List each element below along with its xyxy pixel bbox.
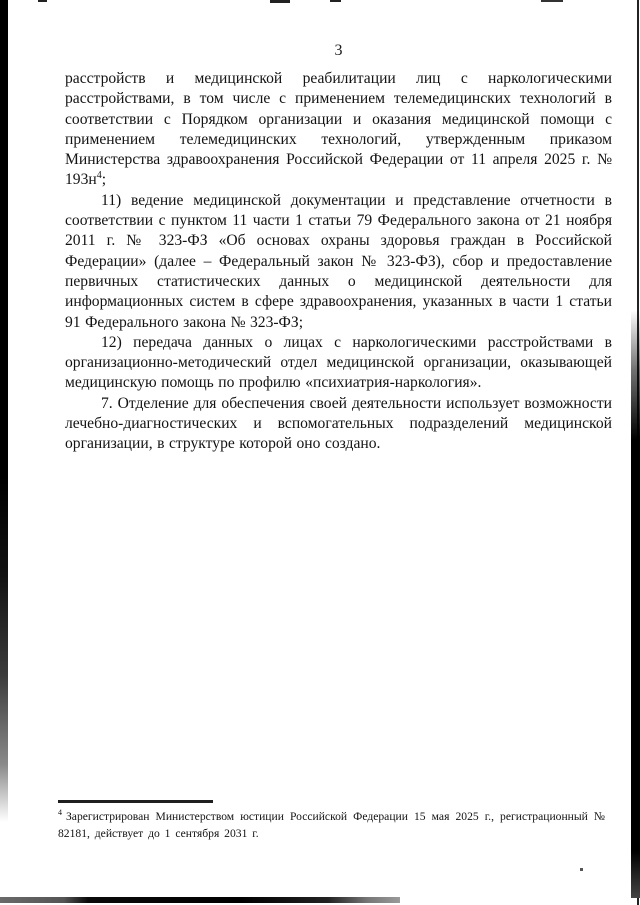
paragraph-clause-7: 7. Отделение для обеспечения своей деятельности использует возможности лечебно-диагностических и вспомогательных подразделений медицинской организации, в структуре которой оно создано.	[65, 394, 612, 453]
paragraph-continuation-text: расстройств и медицинской реабилитации лиц с наркологическими расстройствами, в том числе с применением телемедицинских технологий в соответствии с Порядком организации и оказания медицинской помощи с применением телемедицинских технологий, утвержденным приказом Министерства здравоохранения Российской Федерации от 11 апреля 2025 г. № 193н	[65, 70, 612, 189]
paragraph-item-11: 11) ведение медицинской документации и представление отчетности в соответствии с пунктом 11 части 1 статьи 79 Федерального закона от 21 ноября 2011 г. № 323-ФЗ «Об основах охраны здоровья граждан в Российской Федерации» (далее – Федеральный закон № 323-ФЗ), сбор и предоставление первичных статистических данных о медицинской деятельности для информационных систем в сфере здравоохранения, указанных в части 1 статьи 91 Федерального закона № 323-ФЗ;	[65, 191, 612, 331]
paragraph-item-12: 12) передача данных о лицах с наркологическими расстройствами в организационно-методический отдел медицинской организации, оказывающей медицинскую помощь по профилю «психиатрия-наркология».	[65, 333, 612, 392]
footnote-separator	[58, 800, 213, 803]
document-body	[65, 69, 612, 455]
scan-speck	[541, 0, 563, 2]
scan-speck	[330, 0, 341, 2]
scan-left-border	[0, 0, 8, 822]
page-number: 3	[334, 42, 343, 59]
scan-speck	[580, 868, 583, 871]
footnote-text: Зарегистрирован Министерством юстиции Российской Федерации 15 мая 2025 г., регистрационный № 82181, действует до 1 сентября 2031 г.	[58, 809, 605, 840]
scan-speck	[270, 0, 290, 3]
scan-bottom-border	[0, 897, 400, 903]
paragraph-continuation-tail: ;	[101, 171, 107, 189]
footnote-reference-mark: 4	[96, 170, 102, 182]
footnote-area	[58, 800, 605, 842]
scan-speck	[38, 0, 47, 2]
footnote-marker: 4	[58, 807, 62, 817]
footnote	[58, 808, 605, 842]
scan-right-border	[631, 310, 640, 898]
paragraph-continuation	[65, 69, 612, 191]
